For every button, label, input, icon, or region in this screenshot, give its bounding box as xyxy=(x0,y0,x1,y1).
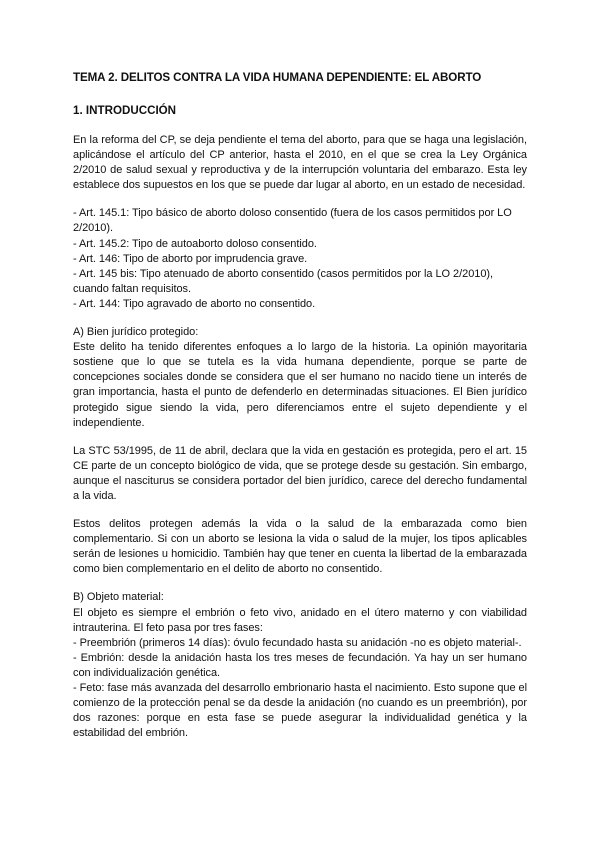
article-item: - Art. 146: Tipo de aborto por imprudencia grave. xyxy=(73,252,308,265)
subsection-a-paragraph: La STC 53/1995, de 11 de abril, declara que la vida en gestación es protegida, pero el art. 15 CE parte de un concepto biológico de vida, que se protege desde su gestación. Sin embargo, aunque el nasciturus se considera portador del bien jurídico, carece del derecho fundamental a la vida. xyxy=(73,444,527,502)
subsection-b-paragraph: El objeto es siempre el embrión o feto vivo, anidado en el útero materno y con viabilidad intrauterina. El feto pasa por tres fases: xyxy=(73,606,527,634)
subsection-a-paragraph: Estos delitos protegen además la vida o la salud de la embarazada como bien complementario. Si con un aborto se lesiona la vida o salud de la mujer, los tipos aplicables serán de lesiones u homicidio. También hay que tener en cuenta la libertad de la embarazada como bien complementario en el delito de aborto no consentido. xyxy=(73,518,527,576)
article-item: - Art. 145 bis: Tipo atenuado de aborto consentido (casos permitidos por la LO 2/2010), cuando faltan requisitos. xyxy=(73,267,494,295)
article-item: - Art. 145.2: Tipo de autoaborto doloso consentido. xyxy=(73,237,317,250)
phase-item: - Embrión: desde la anidación hasta los tres meses de fecundación. Ya hay un ser humano con individualización genética. xyxy=(73,651,527,679)
phase-item: - Feto: fase más avanzada del desarrollo embrionario hasta el nacimiento. Esto supone que el comienzo de la protección penal se da desde la anidación (no cuando es un preembrión), por dos razones: porque en esta fase se puede asegurar la individualidad genética y la estabilidad del embrión. xyxy=(73,682,527,740)
article-item: - Art. 145.1: Tipo básico de aborto doloso consentido (fuera de los casos permitidos por LO 2/2010). xyxy=(73,207,512,235)
section-title-introduccion: 1. INTRODUCCIÓN xyxy=(73,104,177,117)
subsection-a-paragraph: Este delito ha tenido diferentes enfoques a lo largo de la historia. La opinión mayoritaria sostiene que lo que se tutela es la vida humana dependiente, porque se parte de concepciones sociales donde se considera que el ser humano no nacido tiene un interés de gran importancia, hasta el punto de defenderlo en determinadas situaciones. El Bien jurídico protegido sigue siendo la vida, pero diferenciamos entre el sujeto dependiente y el independiente. xyxy=(73,341,527,429)
document-title: TEMA 2. DELITOS CONTRA LA VIDA HUMANA DEPENDIENTE: EL ABORTO xyxy=(73,71,482,84)
subsection-b-heading: B) Objeto material: xyxy=(73,591,164,604)
document-page xyxy=(73,70,527,741)
phase-item: - Preembrión (primeros 14 días): óvulo fecundado hasta su anidación -no es objeto material-. xyxy=(73,636,522,649)
subsection-a-heading: A) Bien jurídico protegido: xyxy=(73,326,199,339)
article-item: - Art. 144: Tipo agravado de aborto no consentido. xyxy=(73,297,316,310)
intro-paragraph: En la reforma del CP, se deja pendiente el tema del aborto, para que se haga una legislación, aplicándose el artículo del CP anterior, hasta el 2010, en el que se crea la Ley Orgánica 2/2010 de salud sexual y reproductiva y de la interrupción voluntaria del embarazo. Esta ley establece dos supuestos en los que se puede dar lugar al aborto, en un estado de necesidad. xyxy=(73,134,527,192)
article-list xyxy=(73,206,527,312)
